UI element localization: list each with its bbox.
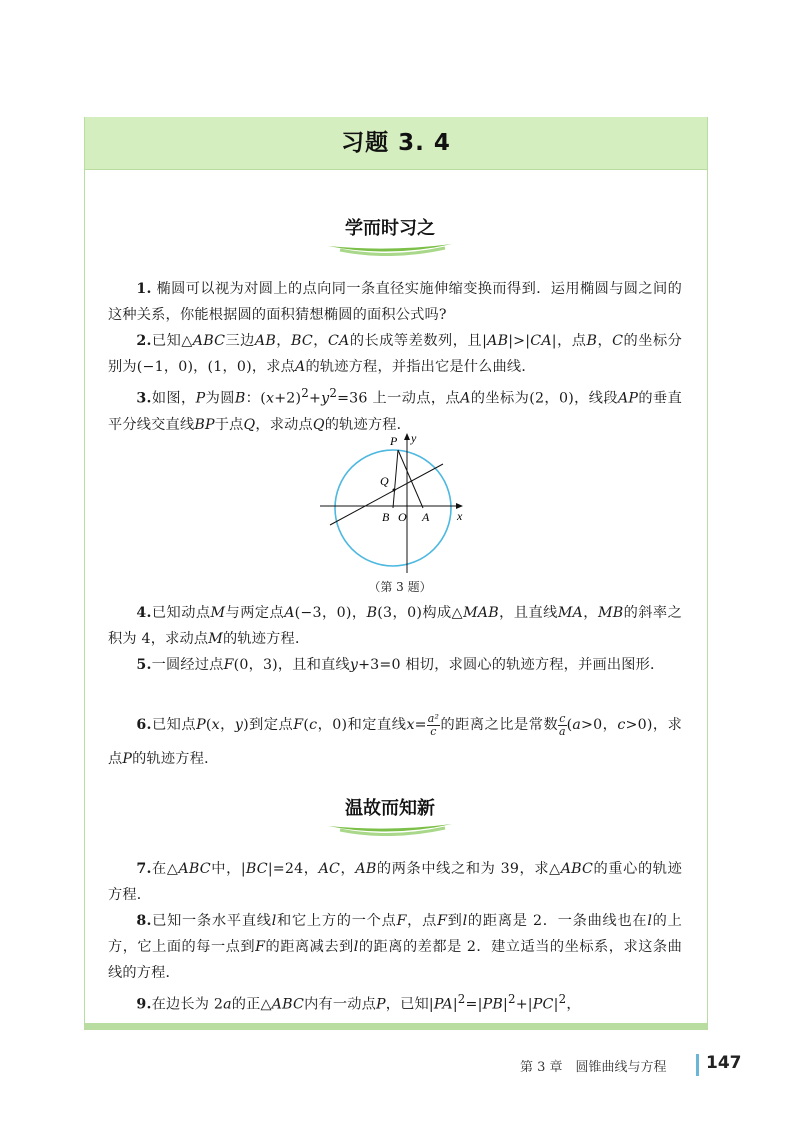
bottom-border-bar xyxy=(84,1023,708,1030)
text: >0， xyxy=(581,717,618,733)
text: 如图， xyxy=(151,390,196,407)
point-q xyxy=(393,489,396,492)
var: B xyxy=(366,605,378,621)
problem-number: 3. xyxy=(136,390,152,407)
var: B xyxy=(234,390,246,407)
text: 的距离的差都是 2．建立适当的坐标系，求这条曲线的方程． xyxy=(108,939,682,981)
text: 三边 xyxy=(225,333,255,349)
var: l xyxy=(353,939,359,955)
problem-7 xyxy=(108,856,682,908)
var: A xyxy=(295,359,306,375)
heading-swoosh-icon xyxy=(320,238,460,256)
text: ， xyxy=(583,605,598,621)
var: AB xyxy=(355,861,377,877)
text: ，点 xyxy=(406,913,438,929)
var: F xyxy=(437,913,448,929)
text: >0)，求点 xyxy=(108,717,683,767)
text: ，已知| xyxy=(385,996,434,1013)
text: 在△ xyxy=(151,861,179,877)
var: ABC xyxy=(271,996,305,1013)
var: l xyxy=(271,913,277,929)
superscript: 2 xyxy=(507,992,516,1006)
label-q: Q xyxy=(380,474,389,488)
var: F xyxy=(255,939,266,955)
denominator: a xyxy=(559,724,566,738)
problem-5 xyxy=(108,652,682,678)
label-b: B xyxy=(382,510,390,524)
var: CA xyxy=(327,333,350,349)
var: F xyxy=(293,717,304,733)
text: 的正△ xyxy=(231,996,272,1013)
text: 的距离是 2．一条曲线也在 xyxy=(467,913,648,929)
var: A xyxy=(460,390,471,407)
text: 与两定点 xyxy=(225,605,285,621)
text: 的垂直平分线交直线 xyxy=(108,390,682,433)
text: 已知△ xyxy=(151,333,193,349)
section-heading-label: 学而时习之 xyxy=(345,218,435,239)
problem-number: 7. xyxy=(136,861,152,877)
text: 的轨迹方程． xyxy=(324,416,412,433)
var: M xyxy=(208,631,223,647)
text: |=24， xyxy=(267,861,319,877)
var: ABC xyxy=(178,861,211,877)
var: y xyxy=(321,390,330,407)
problem-1 xyxy=(108,276,682,328)
problem-4 xyxy=(108,600,682,652)
section-heading-1 xyxy=(320,216,460,256)
superscript: 2 xyxy=(301,386,310,400)
var: MA xyxy=(557,605,584,621)
var: P xyxy=(196,717,206,733)
problem-number: 9. xyxy=(136,996,152,1013)
numerator: c xyxy=(559,711,566,725)
var: c xyxy=(617,717,626,733)
problem-number: 1. xyxy=(136,281,152,297)
text: 的轨迹方程，并指出它是什么曲线． xyxy=(305,359,536,375)
text: | xyxy=(553,996,559,1013)
superscript: 2 xyxy=(558,992,567,1006)
var: P xyxy=(376,996,386,1013)
text: 一圆经过点 xyxy=(151,657,224,673)
circle-diagram xyxy=(318,428,478,578)
text: (0，3)，且和直线 xyxy=(233,657,350,673)
superscript: 2 xyxy=(329,386,338,400)
var: x xyxy=(406,717,415,733)
var: BC xyxy=(291,333,313,349)
var: x xyxy=(266,390,275,407)
text: 的轨迹方程． xyxy=(223,631,310,647)
text: 内有一动点 xyxy=(304,996,377,1013)
text: ， xyxy=(597,333,613,349)
chapter-title: 第 3 章 圆锥曲线与方程 xyxy=(520,1060,667,1075)
y-axis-arrow-icon xyxy=(404,433,410,440)
text: |，点 xyxy=(551,333,587,349)
var: x xyxy=(211,717,220,733)
fraction-a2-over-c xyxy=(427,713,440,738)
section-heading-2 xyxy=(320,796,460,836)
text: (−3，0)， xyxy=(294,605,367,621)
text: 到 xyxy=(447,913,463,929)
text: 为圆 xyxy=(205,390,235,407)
text: ，且直线 xyxy=(498,605,558,621)
text: 和它上方的一个点 xyxy=(276,913,397,929)
text: 在边长为 2 xyxy=(151,996,224,1013)
text: ， xyxy=(275,333,291,349)
section-heading-label: 温故而知新 xyxy=(345,798,435,819)
var: MB xyxy=(597,605,624,621)
var: MAB xyxy=(463,605,499,621)
problem-number: 5. xyxy=(136,657,152,673)
text: +| xyxy=(515,996,533,1013)
text: = xyxy=(414,717,427,733)
problem-number: 8. xyxy=(136,913,152,929)
text: ， xyxy=(566,996,581,1013)
text: 的距离之比是常数 xyxy=(440,717,559,733)
text: (3，0)构成△ xyxy=(377,605,464,621)
var: B xyxy=(586,333,598,349)
label-a: A xyxy=(422,510,430,524)
superscript: 2 xyxy=(457,992,466,1006)
var: ABC xyxy=(192,333,226,349)
page-number: 147 xyxy=(706,1053,742,1073)
text: 的坐标为(2，0)，线段 xyxy=(470,390,618,407)
text: |>| xyxy=(508,333,531,349)
footer-divider xyxy=(696,1054,699,1076)
text: 的重心的轨迹方程． xyxy=(108,861,683,903)
text: )到定点 xyxy=(243,717,294,733)
figure-caption: （第 3 题） xyxy=(368,580,432,594)
var: AB xyxy=(254,333,276,349)
text: 的轨迹方程． xyxy=(132,751,219,767)
problem-3-figure xyxy=(318,428,478,603)
text: 于点 xyxy=(214,416,244,433)
var: y xyxy=(234,717,244,733)
text: ，0)和定直线 xyxy=(317,717,407,733)
var: AB xyxy=(487,333,509,349)
var: P xyxy=(122,751,133,767)
heading-swoosh-icon xyxy=(320,818,460,836)
var: a xyxy=(223,996,232,1013)
text: | xyxy=(452,996,458,1013)
text: ( xyxy=(566,717,573,733)
problem-number: 4. xyxy=(136,605,152,621)
var: c xyxy=(309,717,318,733)
var: C xyxy=(612,333,624,349)
label-p: P xyxy=(390,434,398,448)
text: ， xyxy=(340,861,356,877)
text: 的坐标分别为(−1，0)，(1，0)，求点 xyxy=(108,333,683,375)
text: 的上方，它上面的每一点到 xyxy=(108,913,682,955)
text: +2) xyxy=(274,390,302,407)
text: 的距离减去到 xyxy=(265,939,354,955)
var: l xyxy=(462,913,468,929)
problem-6 xyxy=(108,708,682,776)
problem-8 xyxy=(108,908,682,986)
var: BC xyxy=(245,861,268,877)
text: +3=0 相切，求圆心的轨迹方程，并画出图形． xyxy=(358,657,665,673)
text: ，求动点 xyxy=(255,416,313,433)
var: P xyxy=(195,390,206,407)
text: =36 上一动点，点 xyxy=(337,390,461,407)
var: PB xyxy=(482,996,503,1013)
var: A xyxy=(284,605,295,621)
text: ：( xyxy=(245,390,267,407)
text: ( xyxy=(303,717,310,733)
var: CA xyxy=(530,333,552,349)
text: ， xyxy=(219,717,235,733)
text: 已知点 xyxy=(151,717,197,733)
var: ABC xyxy=(560,861,594,877)
denominator: c xyxy=(430,724,437,738)
var: AC xyxy=(318,861,341,877)
problem-number: 6. xyxy=(136,717,152,733)
problem-2 xyxy=(108,328,682,380)
text: ( xyxy=(205,717,212,733)
var: AP xyxy=(617,390,639,407)
fraction-c-over-a xyxy=(558,713,566,738)
label-x: x xyxy=(457,509,463,523)
segment-pa xyxy=(398,450,423,508)
text: 中，| xyxy=(210,861,246,877)
var: PC xyxy=(532,996,554,1013)
text: 已知动点 xyxy=(151,605,211,621)
text: + xyxy=(309,390,322,407)
var: y xyxy=(349,657,359,673)
var: F xyxy=(223,657,234,673)
numerator: a² xyxy=(427,711,440,725)
var: Q xyxy=(312,416,325,433)
text: 已知一条水平直线 xyxy=(151,913,272,929)
text: 的长成等差数列，且| xyxy=(349,333,488,349)
text: | xyxy=(502,996,508,1013)
problem-text: 椭圆可以视为对圆上的点向同一条直径实施伸缩变换而得到．运用椭圆与圆之间的这种关系，你能根据圆的面积猜想椭圆的面积公式吗? xyxy=(108,281,683,323)
var: F xyxy=(396,913,407,929)
text: 的斜率之积为 4，求动点 xyxy=(108,605,682,647)
var: a xyxy=(572,717,581,733)
var: l xyxy=(647,913,653,929)
label-y: y xyxy=(411,431,417,445)
text: ， xyxy=(312,333,328,349)
text: =| xyxy=(465,996,483,1013)
page-title: 习题 3. 4 xyxy=(341,130,451,156)
problem-number: 2. xyxy=(136,333,152,349)
var: PA xyxy=(433,996,453,1013)
segment-bp xyxy=(393,450,398,508)
text: 的两条中线之和为 39，求△ xyxy=(376,861,561,877)
var: Q xyxy=(243,416,256,433)
var: M xyxy=(210,605,226,621)
page-footer xyxy=(520,1052,740,1076)
var: BP xyxy=(194,416,215,433)
label-o: O xyxy=(398,510,407,524)
problem-9 xyxy=(108,986,682,1018)
